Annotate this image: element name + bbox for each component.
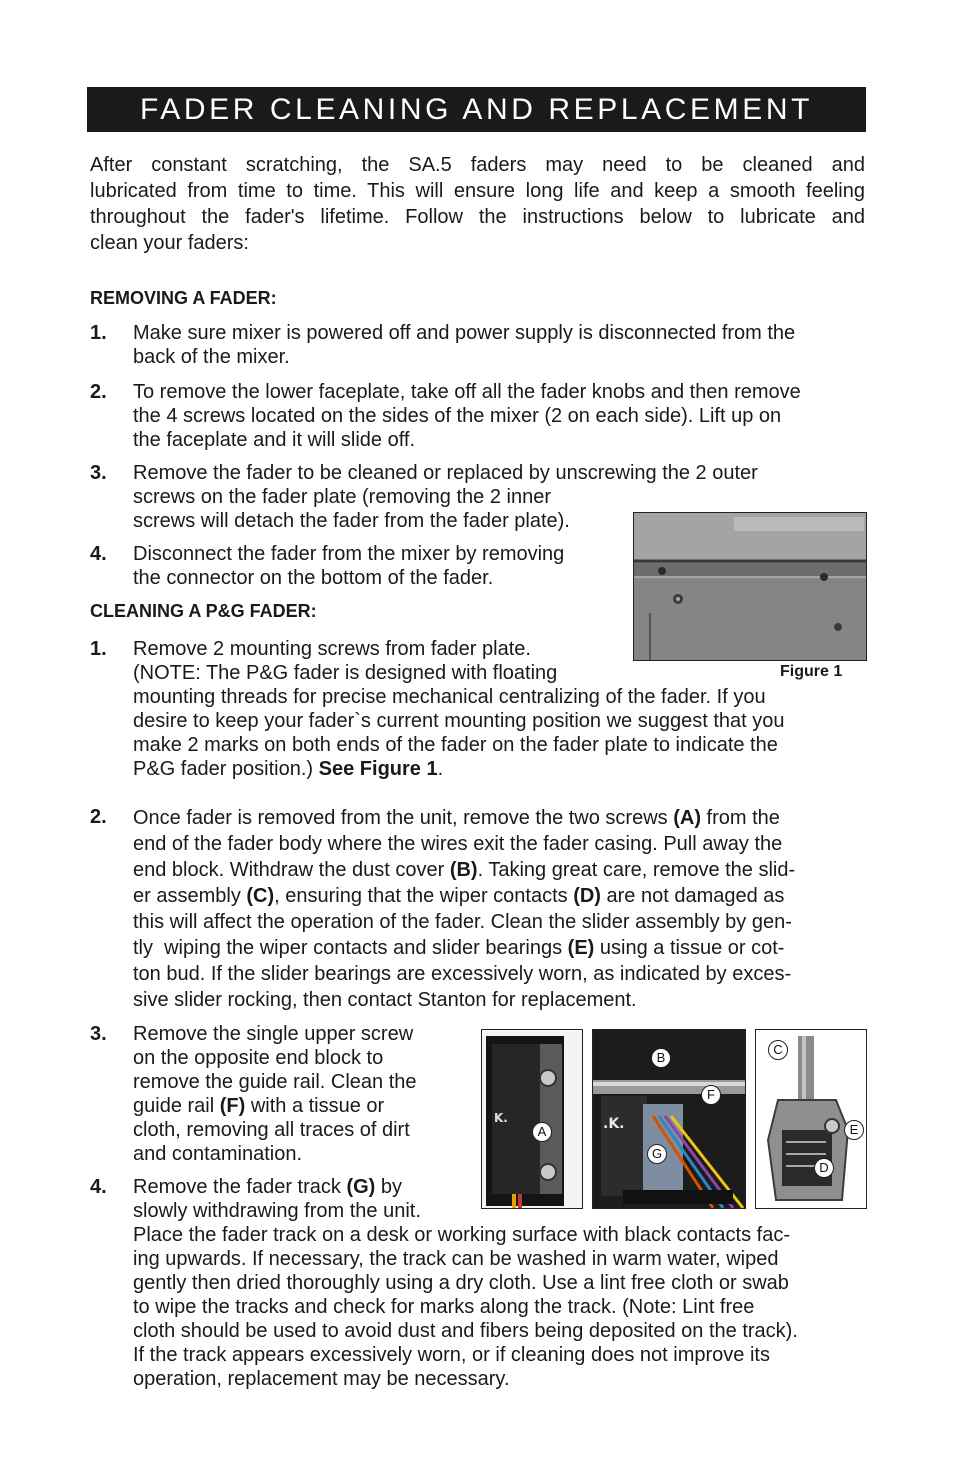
step-line [133,757,784,781]
removing-step-4 [133,542,564,590]
step-line: gently then dried thoroughly using a dry cloth. Use a lint free cloth or swab [133,1272,789,1294]
step-text: end block. Withdraw the dust cover [133,859,450,881]
step-line: ton bud. If the slider bearings are excessively worn, as indicated by exces- [133,963,792,985]
cleaning-heading: CLEANING A P&G FADER: [90,601,317,621]
step-line: cloth, removing all traces of dirt [133,1119,410,1141]
step-text: , ensuring that the wiper contacts [274,885,574,907]
step-text: P&G fader position.) [133,758,319,780]
step-line [133,935,795,961]
removing-heading: REMOVING A FADER: [90,288,277,308]
label-f: F [701,1085,721,1105]
intro-line: throughout the fader's lifetime. Follow the instructions below to lubricate and [90,206,865,228]
step-number: 4. [90,543,107,565]
label-g: G [647,1144,667,1164]
part-ref-g: (G) [346,1176,376,1198]
removing-step-2 [133,380,801,452]
part-ref-f: (F) [219,1095,246,1117]
label-b: B [651,1048,671,1068]
step-line: the 4 screws located on the sides of the mixer (2 on each side). Lift up on [133,405,782,427]
figure-1-caption: Figure 1 [780,663,843,680]
label-c: C [768,1040,788,1060]
part-ref-a: (A) [673,807,701,829]
step-line: screws on the fader plate (removing the 2 inner [133,486,551,508]
step-line [133,1094,417,1118]
step-line: sive slider rocking, then contact Stanton for replacement. [133,989,637,1011]
step-line: (NOTE: The P&G fader is designed with floating [133,662,558,684]
step-line: Disconnect the fader from the mixer by removing [133,543,565,565]
step-number: 1. [90,322,107,344]
cleaning-step-3 [133,1022,417,1166]
cleaning-step-1 [133,637,784,781]
step-line: Remove the fader to be cleaned or replaced by unscrewing the 2 outer [133,462,758,484]
step-line: desire to keep your fader`s current mounting position we suggest that you [133,710,785,732]
step-text: with a tissue or [245,1095,385,1117]
step-line [133,857,795,883]
step-line: screws will detach the fader from the fader plate). [133,510,570,532]
step-text: . [437,758,444,780]
step-line: to wipe the tracks and check for marks along the track. (Note: Lint free [133,1296,755,1318]
step-line: mounting threads for precise mechanical centralizing of the fader. If you [133,686,766,708]
step-line: Remove 2 mounting screws from fader plate. [133,638,531,660]
step-line: cloth should be used to avoid dust and fibers being deposited on the track). [133,1320,798,1342]
step-text: guide rail [133,1095,220,1117]
step-line: operation, replacement may be necessary. [133,1368,510,1390]
step-line: slowly withdrawing from the unit. [133,1200,421,1222]
step-number: 2. [90,806,107,828]
label-e: E [844,1120,864,1140]
step-line: on the opposite end block to [133,1047,384,1069]
step-line: back of the mixer. [133,346,290,368]
part-ref-e: (E) [567,937,595,959]
step-line: Place the fader track on a desk or working surface with black contacts fac- [133,1224,790,1246]
label-a: A [532,1122,552,1142]
end-block-illustration [482,1030,582,1208]
svg-text:.K.: .K. [603,1116,625,1132]
removing-step-1 [133,321,795,369]
page-title: FADER CLEANING AND REPLACEMENT [87,87,866,132]
step-text: . Taking great care, remove the slid- [477,859,796,881]
step-line: ing upwards. If necessary, the track can be washed in warm water, wiped [133,1248,779,1270]
label-d: D [814,1158,834,1178]
step-number: 2. [90,381,107,403]
part-ref-c: (C) [246,885,275,907]
step-line [133,883,795,909]
svg-text:K.: K. [494,1111,508,1125]
step-line: the faceplate and it will slide off. [133,429,416,451]
step-text: tly wiping the wiper contacts and slider bearings [133,937,568,959]
step-line: To remove the lower faceplate, take off all the fader knobs and then remove [133,381,801,403]
step-line: remove the guide rail. Clean the [133,1071,417,1093]
step-number: 3. [90,462,107,484]
intro-line: After constant scratching, the SA.5 faders may need to be cleaned and [90,154,865,176]
step-number: 3. [90,1023,107,1045]
intro-line: clean your faders: [90,232,249,254]
dust-cover-photo [592,1029,746,1209]
step-line: end of the fader body where the wires exit the fader casing. Pull away the [133,833,783,855]
step-line: Make sure mixer is powered off and power supply is disconnected from the [133,322,796,344]
end-block-photo [481,1029,583,1209]
part-ref-d: (D) [573,885,601,907]
step-number: 1. [90,638,107,660]
step-line [133,805,795,831]
step-text: using a tissue or cot- [594,937,785,959]
cleaning-step-2 [133,805,795,1013]
step-text: Remove the fader track [133,1176,347,1198]
step-text: er assembly [133,885,247,907]
step-line: If the track appears excessively worn, or if cleaning does not improve its [133,1344,770,1366]
step-line: the connector on the bottom of the fader. [133,567,494,589]
step-number: 4. [90,1176,107,1198]
step-text: are not damaged as [600,885,785,907]
step-line: Remove the single upper screw [133,1023,414,1045]
part-ref-b: (B) [449,859,478,881]
figure-reference: See Figure 1 [318,758,438,780]
step-text: Once fader is removed from the unit, remove the two screws [133,807,674,829]
slider-assembly-photo [755,1029,867,1209]
intro-paragraph [90,152,865,256]
step-line: this will affect the operation of the fader. Clean the slider assembly by gen- [133,911,792,933]
step-text: by [375,1176,403,1198]
intro-line: lubricated from time to time. This will ensure long life and keep a smooth feeling [90,180,865,202]
step-line: make 2 marks on both ends of the fader on the fader plate to indicate the [133,734,778,756]
step-line: and contamination. [133,1143,303,1165]
step-text: from the [700,807,780,829]
